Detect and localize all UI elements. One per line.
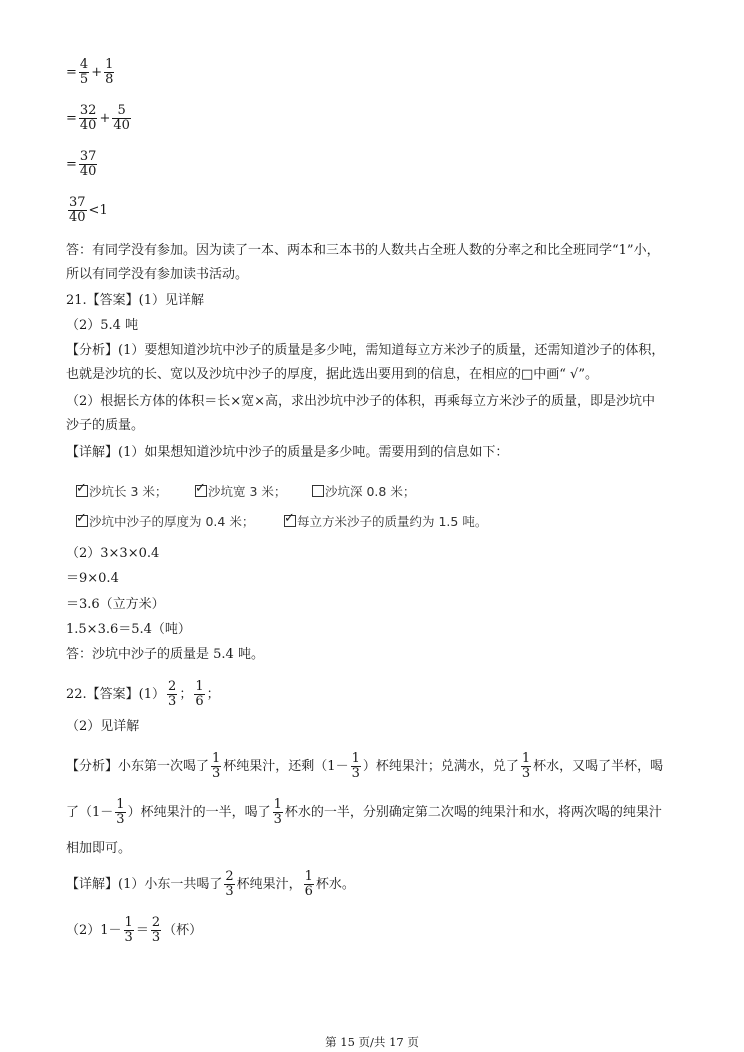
q22-detail-line: 【详解】(1）小东一共喝了 $\frac{2}{3}$ 杯纯果汁， $\frac{1}{6}$ 杯水。 — [66, 869, 355, 899]
q22-analysis-line-2: 了（1－ $\frac{1}{3}$ ）杯纯果汁的一半，喝了 $\frac{1}{3}$ 杯水的一半，分别确定第二次喝的纯果汁和水，将两次喝的纯果汁 — [66, 797, 662, 827]
fraction: $\frac{1}{3}$ — [521, 751, 531, 781]
option-width: ✓ 沙坑宽 3 米； — [195, 482, 286, 500]
page-footer: 第 15 页/共 17 页 — [325, 1035, 419, 1049]
q21-calc-line-4: 1.5×3.6＝5.4（吨） — [66, 622, 191, 637]
option-length: ✓沙坑长 3 米； — [76, 482, 167, 500]
unchecked-box-icon — [312, 485, 324, 497]
fraction: $\frac{1}{3}$ — [212, 751, 221, 781]
equation-line-1 — [66, 58, 116, 87]
q21-calc-line-1: （2）3×3×0.4 — [66, 546, 160, 561]
option-sand-mass: ✓ 每立方米沙子的质量约为 1.5 吨。 — [284, 512, 487, 530]
equation-line-4 — [66, 196, 108, 225]
equals-sign: = — [66, 64, 77, 80]
equals-sign: = — [66, 156, 77, 172]
q21-answer-part2: （2）5.4 吨 — [66, 318, 139, 333]
plus-sign: + — [99, 110, 111, 126]
q21-analysis-line-1: 【分析】(1）要想知道沙坑中沙子的质量是多少吨，需知道每立方米沙子的质量，还需知道沙子的体积， — [66, 343, 665, 358]
plus-sign: + — [91, 64, 103, 80]
fraction: $\frac{1}{3}$ — [116, 797, 125, 827]
fraction: $\frac{1}{8}$ — [105, 57, 114, 87]
checked-box-icon — [76, 515, 88, 527]
fraction: $\frac{1}{6}$ — [304, 869, 313, 899]
option-depth: 沙坑深 0.8 米； — [312, 482, 415, 500]
fraction: $\frac{1}{3}$ — [351, 751, 360, 781]
less-than-one: <1 — [88, 202, 108, 218]
q21-final-answer: 答：沙坑中沙子的质量是 5.4 吨。 — [66, 647, 264, 662]
q21-analysis-line-2: 也就是沙坑的长、宽以及沙坑中沙子的厚度，据此选出要用到的信息，在相应的□中画“ √”。 — [66, 367, 598, 382]
equation-line-2 — [66, 104, 133, 133]
equals-sign: = — [66, 110, 77, 126]
q21-answer-heading: 21.【答案】(1）见详解 — [66, 293, 205, 308]
fraction: $\frac{4}{5}$ — [79, 57, 89, 87]
fraction: $\frac{1}{3}$ — [124, 915, 133, 945]
checked-box-icon — [76, 485, 88, 497]
equation-line-3 — [66, 150, 99, 179]
q21-detail-heading: 【详解】(1）如果想知道沙坑中沙子的质量是多少吨。需要用到的信息如下： — [66, 445, 509, 460]
fraction: $\frac{1}{3}$ — [273, 797, 282, 827]
q22-answer-part2: （2）见详解 — [66, 719, 140, 734]
fraction: $\frac{37}{40}$ — [79, 149, 97, 179]
fraction: $\frac{2}{3}$ — [225, 869, 234, 899]
checked-box-icon — [284, 515, 296, 527]
fraction: $\frac{5}{40}$ — [113, 103, 130, 133]
fraction: $\frac{1}{6}$ — [195, 679, 204, 709]
fraction: $\frac{2}{3}$ — [151, 915, 161, 945]
q21-calc-line-3: ＝3.6（立方米） — [66, 597, 165, 612]
fraction: $\frac{37}{40}$ — [69, 195, 86, 225]
answer-20-line-1: 答：有同学没有参加。因为读了一本、两本和三本书的人数共占全班人数的分率之和比全班同学“1”小， — [66, 243, 660, 258]
q22-calc-line: （2）1－ $\frac{1}{3}$ ＝ $\frac{2}{3}$ （杯） — [66, 915, 203, 945]
option-sand-thickness: ✓沙坑中沙子的厚度为 0.4 米； — [76, 512, 254, 530]
q22-answer-heading: 22.【答案】(1） $\frac{2}{3}$ ； $\frac{1}{6}$ ； — [66, 679, 220, 709]
q21-analysis-line-3: （2）根据长方体的体积＝长×宽×高，求出沙坑中沙子的体积，再乘每立方米沙子的质量，即是沙坑中 — [66, 394, 656, 409]
q22-analysis-line-3: 相加即可。 — [66, 841, 132, 856]
checked-box-icon — [195, 485, 207, 497]
q22-analysis-line-1: 【分析】小东第一次喝了 $\frac{1}{3}$ 杯纯果汁，还剩（1－ $\frac{1}{3}$ ）杯纯果汁；兑满水，兑了 $\frac{1}{3}$ 杯水，又喝了半杯，喝 — [66, 751, 664, 781]
q21-calc-line-2: ＝9×0.4 — [66, 571, 119, 586]
fraction: $\frac{2}{3}$ — [168, 679, 177, 709]
fraction: $\frac{32}{40}$ — [79, 103, 97, 133]
answer-20-line-2: 所以有同学没有参加读书活动。 — [66, 267, 249, 282]
q21-analysis-line-4: 沙子的质量。 — [66, 418, 145, 433]
